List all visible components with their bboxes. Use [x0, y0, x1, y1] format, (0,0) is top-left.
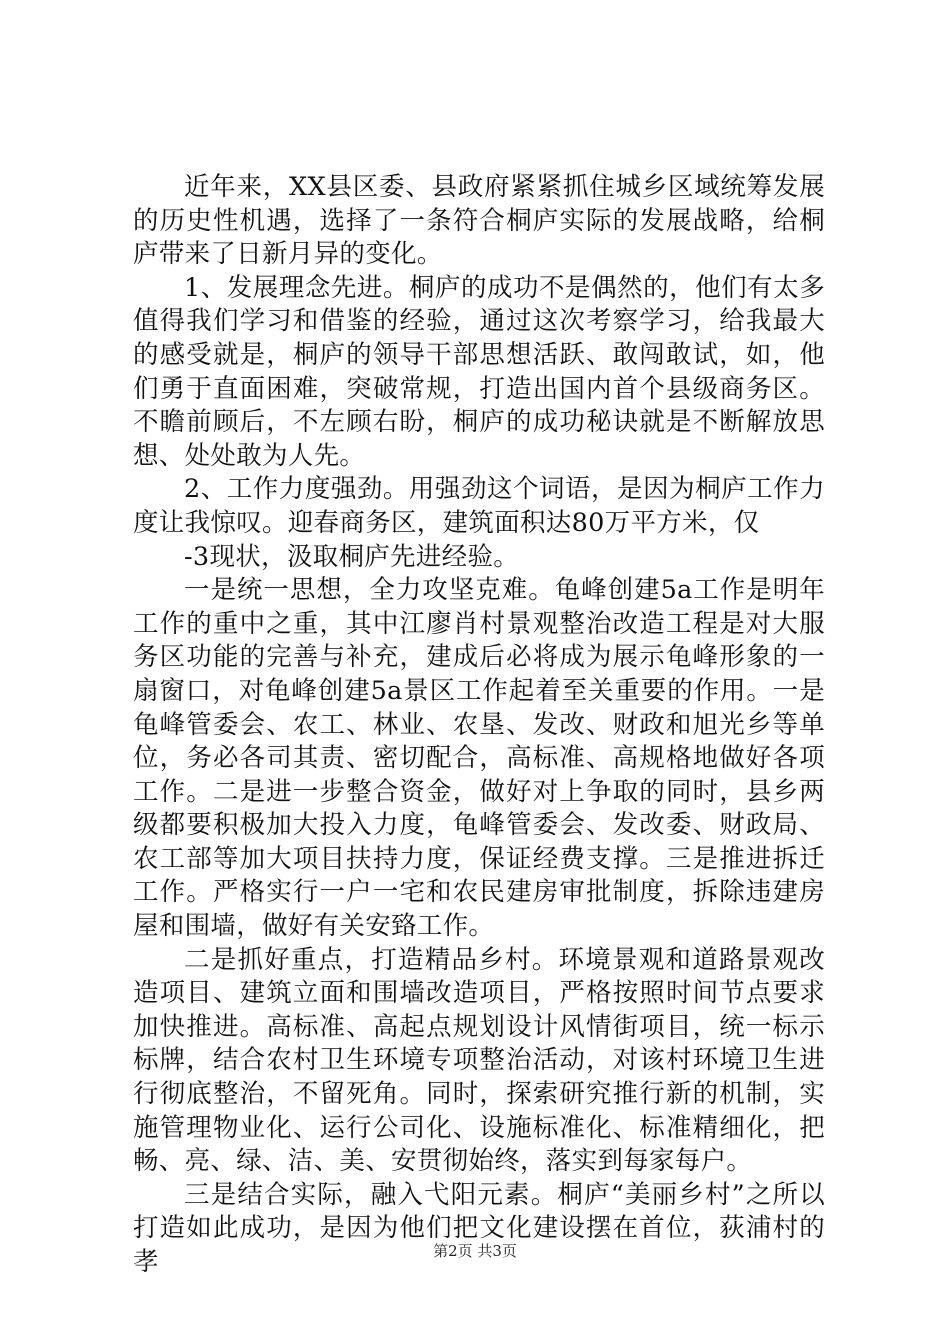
paragraph-intro: 近年来，XX县区委、县政府紧紧抓住城乡区域统筹发展的历史性机遇，选择了一条符合桐庐实际的发展战略，给桐庐带来了日新月异的变化。 [133, 172, 825, 270]
paragraph-fragment: -3现状，汲取桐庐先进经验。 [184, 541, 520, 572]
page-footer: 第2页 共3页 [433, 1242, 517, 1260]
paragraph-point-2: 2、工作力度强劲。用强劲这个词语，是因为桐庐工作力度让我惊叹。迎春商务区，建筑面积达80万平方米，仅 [133, 474, 825, 538]
paragraph-measure-2: 二是抓好重点，打造精品乡村。环境景观和道路景观改造项目、建筑立面和围墙改造项目，严格按照时间节点要求加快推进。高标准、高起点规划设计风情街项目，统一标示标牌，结合农村卫生环境专项整治活动，对该村环境卫生进行彻底整治，不留死角。同时，探索研究推行新的机制，实施管理物业化、运行公司化、设施标准化、标准精细化，把畅、亮、绿、洁、美、安贯彻始终，落实到每家每户。 [133, 944, 825, 1177]
document-body [133, 171, 825, 1280]
paragraph-measure-3: 三是结合实际，融入弋阳元素。桐庐“美丽乡村”之所以打造如此成功，是因为他们把文化建设摆在首位，荻浦村的孝 [133, 1179, 825, 1277]
paragraph-point-1: 1、发展理念先进。桐庐的成功不是偶然的，他们有太多值得我们学习和借鉴的经验，通过这次考察学习，给我最大的感受就是，桐庐的领导干部思想活跃、敢闯敢试，如，他们勇于直面困难，突破常规，打造出国内首个县级商务区。不瞻前顾后，不左顾右盼，桐庐的成功秘诀就是不断解放思想、处处敢为人先。 [133, 272, 825, 471]
paragraph-measure-1: 一是统一思想，全力攻坚克难。龟峰创建5a工作是明年工作的重中之重，其中江廖肖村景观整治改造工程是对大服务区功能的完善与补充，建成后必将成为展示龟峰形象的一扇窗口，对龟峰创建5a景区工作起着至关重要的作用。一是龟峰管委会、农工、林业、农垦、发改、财政和旭光乡等单位，务必各司其责、密切配合，高标准、高规格地做好各项工作。二是进一步整合资金，做好对上争取的同时，县乡两级都要积极加大投入力度，龟峰管委会、发改委、财政局、农工部等加大项目扶持力度，保证经费支撑。三是推进拆迁工作。严格实行一户一宅和农民建房审批制度，拆除违建房屋和围墙，做好有关安臵工作。 [133, 575, 825, 942]
